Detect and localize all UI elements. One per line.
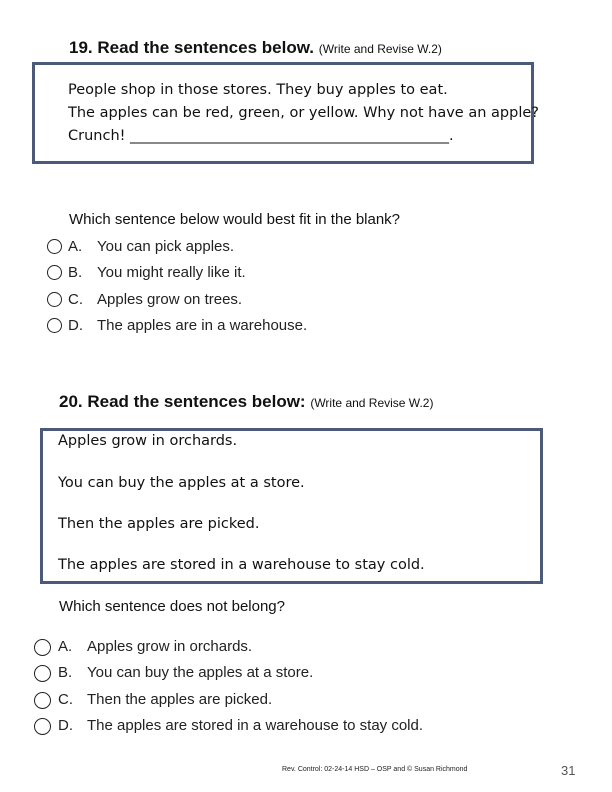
question-20-option-d[interactable] — [34, 717, 494, 739]
option-letter: C. — [58, 691, 73, 708]
question-19-title: 19. Read the sentences below. — [69, 38, 315, 57]
question-20-option-a[interactable] — [34, 638, 494, 660]
answer-bubble-icon[interactable] — [34, 718, 51, 735]
option-text: Apples grow in orchards. — [87, 638, 253, 655]
option-text: You might really like it. — [97, 264, 246, 281]
question-20-option-c[interactable] — [34, 691, 494, 713]
question-19-option-c[interactable] — [47, 291, 347, 313]
answer-bubble-icon[interactable] — [47, 239, 62, 254]
question-19-standard-tag: (Write and Revise W.2) — [318, 42, 442, 56]
question-20-passage-line: The apples are stored in a warehouse to stay cold. — [58, 557, 425, 573]
option-text: You can pick apples. — [97, 238, 235, 255]
option-text: The apples are stored in a warehouse to stay cold. — [87, 717, 424, 734]
option-letter: B. — [58, 664, 73, 681]
question-19-option-d[interactable] — [47, 317, 347, 339]
question-20-passage-line: You can buy the apples at a store. — [58, 475, 305, 491]
footer-copyright: Rev. Control: 02-24-14 HSD – OSP and © Susan Richmond — [282, 766, 468, 773]
answer-bubble-icon[interactable] — [47, 292, 62, 307]
option-letter: B. — [68, 264, 83, 281]
question-19-passage-line: People shop in those stores. They buy apples to eat. — [68, 82, 448, 98]
question-20-standard-tag: (Write and Revise W.2) — [310, 396, 434, 410]
option-letter: D. — [58, 717, 73, 734]
option-letter: C. — [68, 291, 83, 308]
answer-bubble-icon[interactable] — [47, 318, 62, 333]
question-20-option-b[interactable] — [34, 664, 494, 686]
question-19-heading — [69, 38, 442, 58]
option-text: You can buy the apples at a store. — [87, 664, 314, 681]
option-text: The apples are in a warehouse. — [97, 317, 308, 334]
question-19-passage-line: Crunch! ____________________________________________. — [68, 128, 454, 144]
question-20-title: 20. Read the sentences below: — [59, 392, 306, 411]
question-20-passage-line: Then the apples are picked. — [58, 516, 260, 532]
option-letter: A. — [58, 638, 73, 655]
page-number: 31 — [561, 763, 576, 778]
option-text: Then the apples are picked. — [87, 691, 273, 708]
answer-bubble-icon[interactable] — [47, 265, 62, 280]
question-20-passage-line: Apples grow in orchards. — [58, 433, 238, 449]
option-letter: A. — [68, 238, 83, 255]
question-20-prompt: Which sentence does not belong? — [59, 598, 285, 615]
question-19-option-b[interactable] — [47, 264, 347, 286]
question-19-passage-line: The apples can be red, green, or yellow. Why not have an apple? — [68, 105, 539, 121]
question-19-prompt: Which sentence below would best fit in the blank? — [69, 211, 401, 228]
option-text: Apples grow on trees. — [97, 291, 243, 308]
question-19-option-a[interactable] — [47, 238, 347, 260]
answer-bubble-icon[interactable] — [34, 692, 51, 709]
option-letter: D. — [68, 317, 83, 334]
answer-bubble-icon[interactable] — [34, 665, 51, 682]
answer-bubble-icon[interactable] — [34, 639, 51, 656]
question-20-heading — [59, 392, 433, 412]
